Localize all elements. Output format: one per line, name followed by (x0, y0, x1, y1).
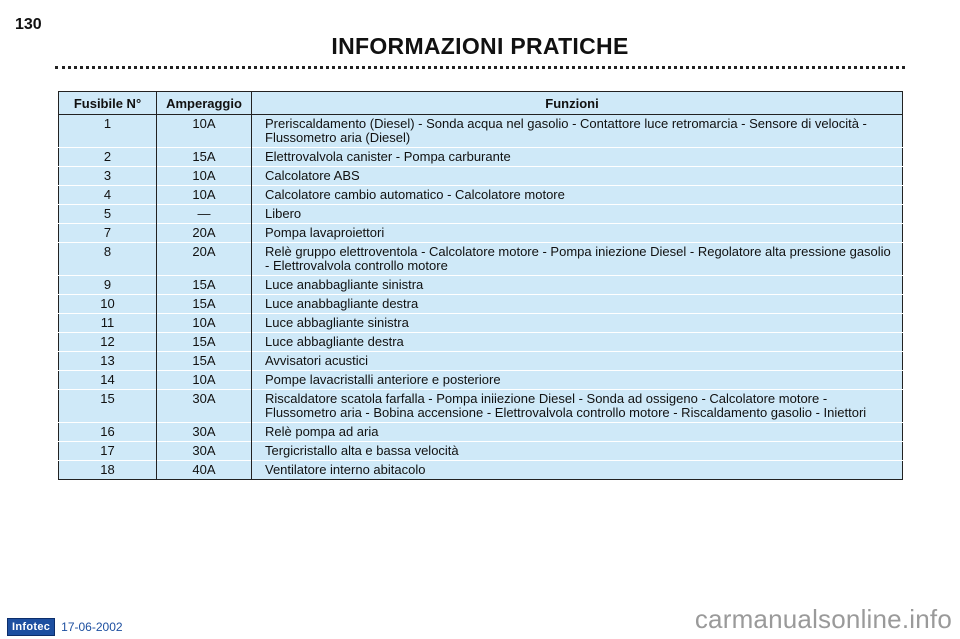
function-cell: Riscaldatore scatola farfalla - Pompa iniiezione Diesel - Sonda ad ossigeno - Calcolatore motore - Flussometro aria - Bobina accensione - Elettrovalvola controllo motore - Riscaldamento gasolio - Iniettori (252, 390, 903, 423)
table-row (59, 224, 903, 243)
fuse-number-cell: 13 (59, 352, 157, 371)
amperage-cell: 20A (157, 243, 252, 276)
fuse-number-cell: 11 (59, 314, 157, 333)
table-row (59, 442, 903, 461)
footer-date: 17-06-2002 (61, 620, 123, 634)
amperage-cell: 40A (157, 461, 252, 480)
header-fuse-number: Fusibile N° (59, 92, 157, 115)
table-row (59, 243, 903, 276)
dotted-divider (55, 66, 905, 69)
function-cell: Ventilatore interno abitacolo (252, 461, 903, 480)
amperage-cell: 15A (157, 352, 252, 371)
watermark: carmanualsonline.info (694, 604, 952, 634)
amperage-cell: — (157, 205, 252, 224)
function-cell: Preriscaldamento (Diesel) - Sonda acqua nel gasolio - Contattore luce retromarcia - Sensore di velocità - Flussometro aria (Diesel) (265, 116, 867, 145)
function-cell: Elettrovalvola canister - Pompa carburante (252, 148, 903, 167)
table-row (59, 295, 903, 314)
function-cell: Calcolatore cambio automatico - Calcolatore motore (252, 186, 903, 205)
function-cell: Luce abbagliante destra (252, 333, 903, 352)
amperage-cell: 10A (157, 167, 252, 186)
page-title: INFORMAZIONI PRATICHE (331, 33, 629, 59)
table-row (59, 333, 903, 352)
table-row (59, 205, 903, 224)
fuse-number-cell: 18 (59, 461, 157, 480)
function-cell: Luce anabbagliante sinistra (252, 276, 903, 295)
table-row (59, 371, 903, 390)
function-cell: Avvisatori acustici (252, 352, 903, 371)
fuse-number-cell: 9 (59, 276, 157, 295)
fuse-number-cell: 5 (59, 205, 157, 224)
infotec-logo: Infotec (7, 618, 55, 636)
amperage-cell: 10A (157, 115, 252, 148)
table-row (59, 186, 903, 205)
table-row (59, 276, 903, 295)
amperage-cell: 10A (157, 186, 252, 205)
page-number: 130 (15, 16, 42, 33)
amperage-cell: 10A (157, 314, 252, 333)
table-row (59, 115, 903, 148)
amperage-cell: 15A (157, 295, 252, 314)
table-row (59, 423, 903, 442)
amperage-cell: 30A (157, 442, 252, 461)
amperage-cell: 15A (157, 333, 252, 352)
function-cell: Libero (252, 205, 903, 224)
amperage-cell: 10A (157, 371, 252, 390)
table-row (59, 461, 903, 480)
fuse-number-cell: 2 (59, 148, 157, 167)
fuse-table-body (59, 115, 903, 480)
header-amperage: Amperaggio (157, 92, 252, 115)
table-row (59, 390, 903, 423)
fuse-number-cell: 7 (59, 224, 157, 243)
footer (7, 618, 123, 636)
fuse-number-cell: 15 (59, 390, 157, 423)
function-cell: Tergicristallo alta e bassa velocità (252, 442, 903, 461)
function-cell: Calcolatore ABS (252, 167, 903, 186)
fuse-number-cell: 8 (59, 243, 157, 276)
amperage-cell: 15A (157, 148, 252, 167)
fuse-number-cell: 1 (59, 115, 157, 148)
fuse-number-cell: 12 (59, 333, 157, 352)
function-cell: Luce anabbagliante destra (252, 295, 903, 314)
header-functions: Funzioni (252, 92, 903, 115)
fuse-number-cell: 10 (59, 295, 157, 314)
table-row (59, 352, 903, 371)
fuse-number-cell: 17 (59, 442, 157, 461)
fuse-number-cell: 3 (59, 167, 157, 186)
fuse-number-cell: 14 (59, 371, 157, 390)
amperage-cell: 30A (157, 390, 252, 423)
table-row (59, 167, 903, 186)
amperage-cell: 30A (157, 423, 252, 442)
amperage-cell: 20A (157, 224, 252, 243)
function-cell: Luce abbagliante sinistra (252, 314, 903, 333)
fuse-number-cell: 16 (59, 423, 157, 442)
function-cell: Pompe lavacristalli anteriore e posteriore (252, 371, 903, 390)
function-cell: Relè pompa ad aria (252, 423, 903, 442)
table-header-row (59, 92, 903, 115)
function-cell: Pompa lavaproiettori (252, 224, 903, 243)
table-row (59, 314, 903, 333)
fuse-number-cell: 4 (59, 186, 157, 205)
function-cell: Relè gruppo elettroventola - Calcolatore motore - Pompa iniezione Diesel - Regolatore alta pressione gasolio - Elettrovalvola controllo motore (252, 243, 903, 276)
table-row (59, 148, 903, 167)
fuse-table (58, 91, 903, 480)
amperage-cell: 15A (157, 276, 252, 295)
